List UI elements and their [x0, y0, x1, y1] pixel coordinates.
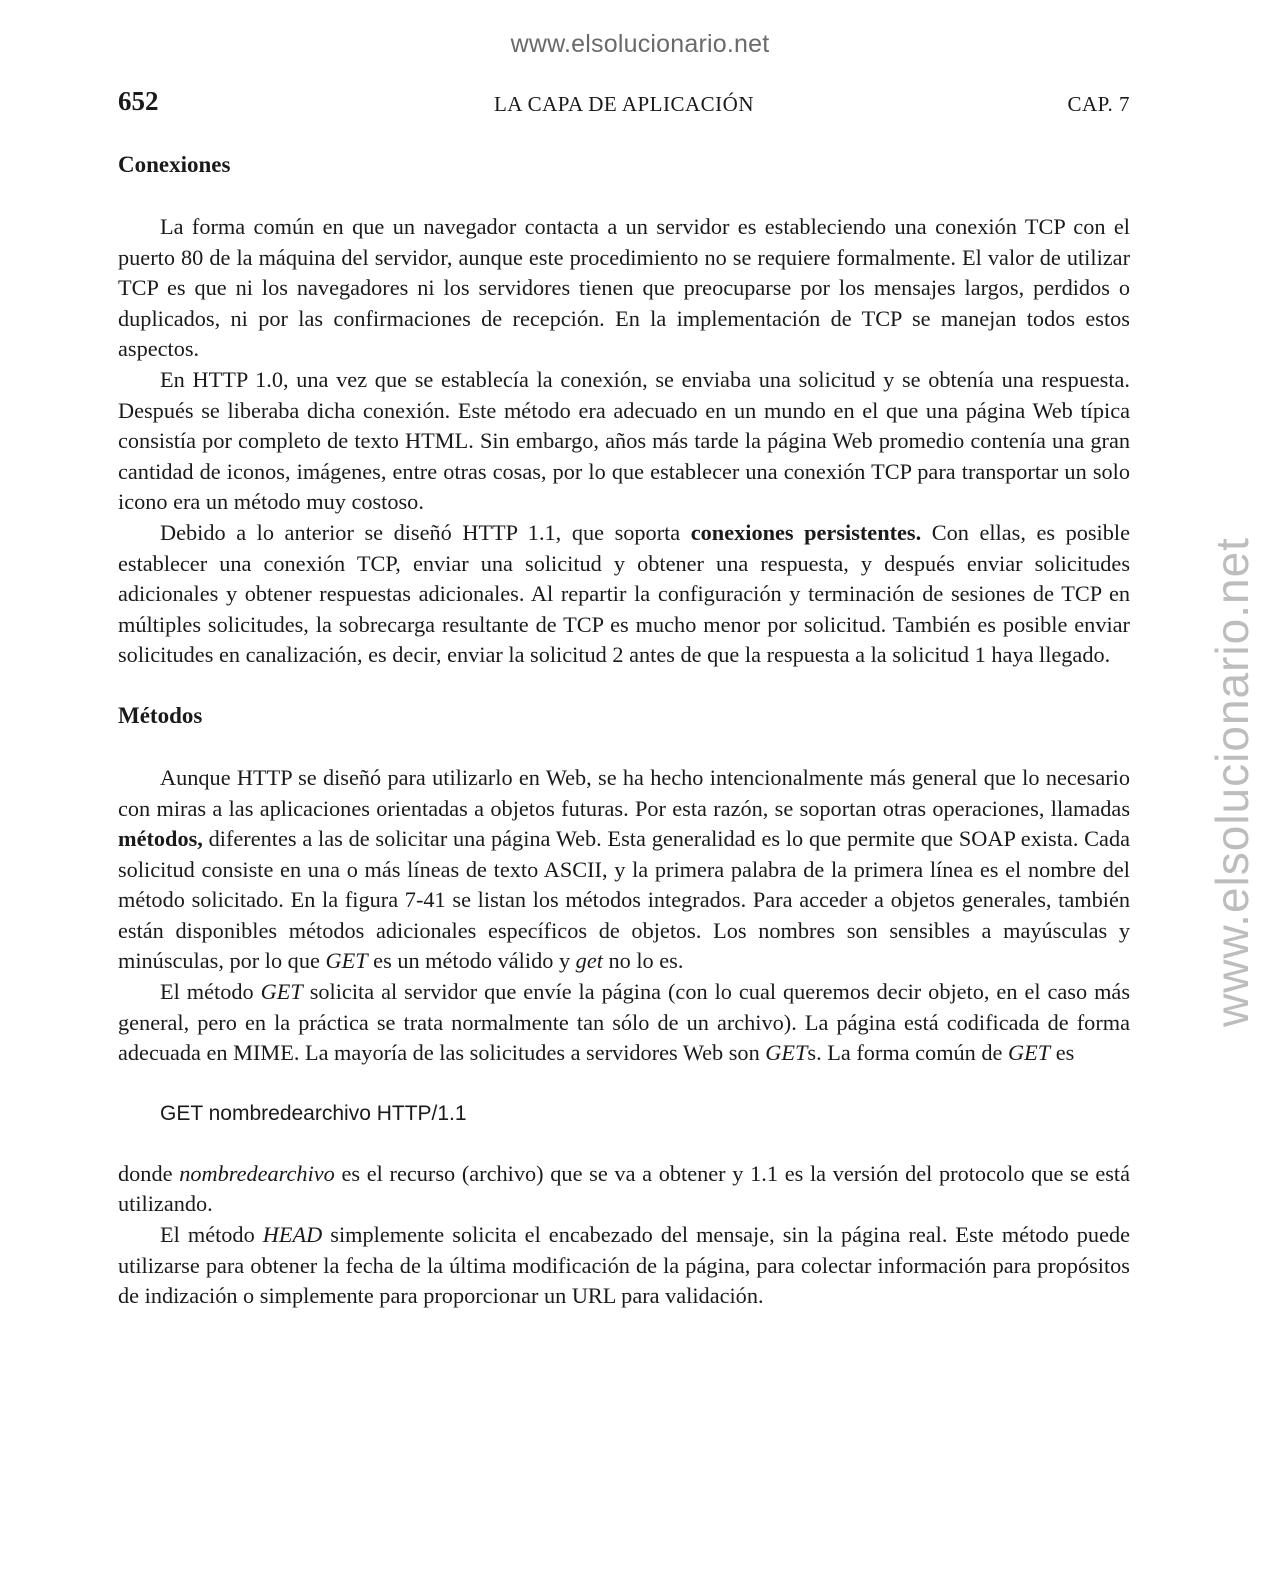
text-run: diferentes a las de solicitar una página Web. Esta generalidad es lo que permite que SOAP exista. Cada solicitud consiste en una o más líneas de texto ASCII, y la primera palabra de la primera línea es el nombre del método solicitado. En la figura 7-41 se listan los métodos integrados. Para acceder a objetos generales, también están disponibles métodos adicionales específicos de objetos. Los nombres son sensibles a mayúsculas y minúsculas, por lo que: [118, 826, 1130, 974]
paragraph: La forma común en que un navegador contacta a un servidor es estableciendo una conexión TCP con el puerto 80 de la máquina del servidor, aunque este procedimiento no se requiere formalmente. El valor de utilizar TCP es que ni los navegadores ni los servidores tienen que preocuparse por los mensajes largos, perdidos o duplicados, ni por las confirmaciones de recepción. En la implementación de TCP se manejan todos estos aspectos.: [118, 214, 1130, 362]
code-example: GET nombredearchivo HTTP/1.1: [160, 1101, 467, 1125]
paragraph: [118, 1159, 1130, 1220]
text-run: es el recurso (archivo) que se va a obtener y 1.1 es la versión del protocolo que se está utilizando.: [118, 1160, 1130, 1217]
page-header: [118, 86, 1130, 122]
italic-term: get: [575, 948, 603, 974]
paragraph: [118, 518, 1130, 671]
italic-term: GET: [765, 1040, 808, 1066]
paragraph: [118, 1220, 1130, 1312]
italic-term: HEAD: [262, 1222, 323, 1248]
section-heading-metodos: Métodos: [118, 702, 203, 728]
text-run: El método: [160, 1222, 263, 1248]
page-number: 652: [118, 86, 159, 116]
text-run: donde: [118, 1160, 180, 1186]
italic-term: nombredearchivo: [179, 1160, 335, 1186]
text-run: es: [1050, 1040, 1075, 1066]
text-run: s. La forma común de: [807, 1040, 1009, 1066]
text-run: Con ellas, es posible establecer una conexión TCP, enviar una solicitud y obtener una respuesta, y después enviar solicitudes adicionales y obtener respuestas adicionales. Al repartir la configuración y terminación de sesiones de TCP en múltiples solicitudes, la sobrecarga resultante de TCP es mucho menor por solicitud. También es posible enviar solicitudes en canalización, es decir, enviar la solicitud 2 antes de que la respuesta a la solicitud 1 haya llegado.: [118, 519, 1130, 668]
italic-term: GET: [325, 948, 368, 974]
italic-term: GET: [1008, 1040, 1051, 1066]
text-run: El método: [160, 979, 261, 1005]
text-run: no lo es.: [602, 948, 684, 974]
chapter-label: CAP. 7: [1067, 92, 1130, 116]
text-run: simplemente solicita el encabezado del mensaje, sin la página real. Este método puede utilizarse para obtener la fecha de la última modificación de la página, para colectar información para propósitos de indización o simplemente para proporcionar un URL para validación.: [118, 1222, 1131, 1309]
text-run: solicita al servidor que envíe la página (con lo cual queremos decir objeto, en el caso más general, pero en la práctica se trata normalmente tan sólo de un archivo). La página está codificada de forma adecuada en MIME. La mayoría de las solicitudes a servidores Web son: [118, 979, 1130, 1066]
paragraph: En HTTP 1.0, una vez que se establecía la conexión, se enviaba una solicitud y se obtenía una respuesta. Después se liberaba dicha conexión. Este método era adecuado en un mundo en el que una página Web típica consistía por completo de texto HTML. Sin embargo, años más tarde la página Web promedio contenía una gran cantidad de iconos, imágenes, entre otras cosas, por lo que establecer una conexión TCP para transportar un solo icono era un método muy costoso.: [118, 366, 1130, 515]
top-watermark: www.elsolucionario.net: [510, 30, 770, 58]
italic-term: GET: [260, 979, 303, 1005]
paragraph: [118, 763, 1130, 977]
text-run: es un método válido y: [367, 948, 576, 974]
section-heading-conexiones: Conexiones: [118, 152, 231, 177]
page-body: [118, 150, 1130, 1312]
text-run: Aunque HTTP se diseñó para utilizarlo en Web, se ha hecho intencionalmente más general que lo necesario con miras a las aplicaciones orientadas a objetos futuras. Por esta razón, se soportan otras operaciones, llamadas: [118, 764, 1130, 821]
bold-term: métodos,: [118, 826, 203, 852]
side-watermark-text: www.elsolucionario.net: [1206, 537, 1258, 1027]
running-title: LA CAPA DE APLICACIÓN: [493, 92, 755, 116]
bold-term: conexiones persistentes.: [690, 519, 922, 545]
text-run: Debido a lo anterior se diseñó HTTP 1.1, que soporta: [160, 519, 691, 545]
paragraph: [118, 977, 1130, 1069]
